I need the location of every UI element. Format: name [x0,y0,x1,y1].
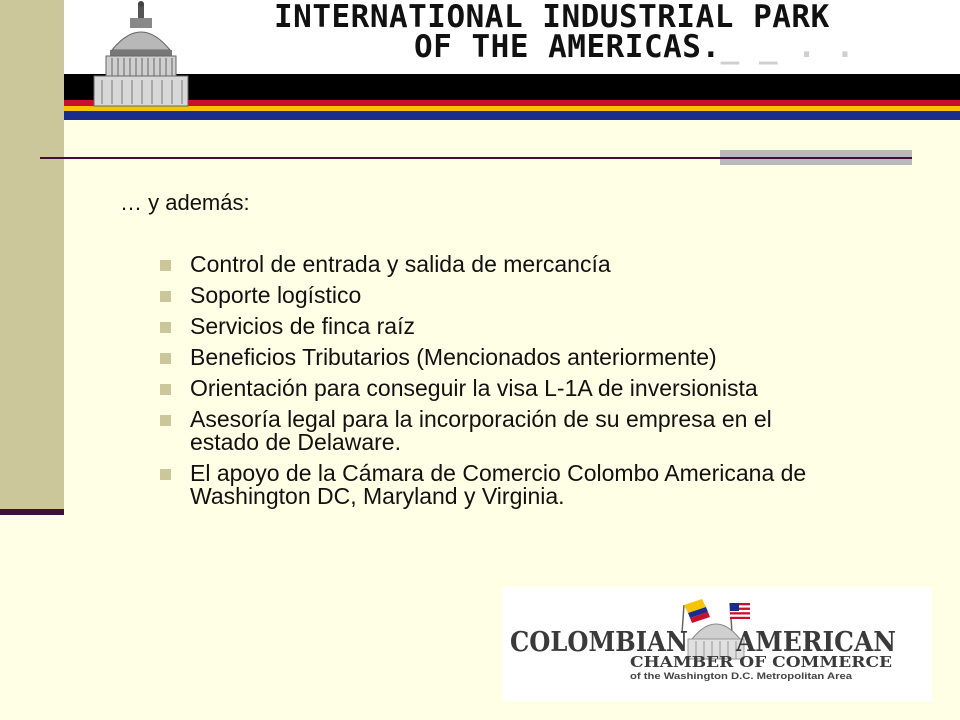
list-item-text: El apoyo de la Cámara de Comercio Colombo Americana de Washington DC, Maryland y Virginia. [190,460,807,509]
header-banner [64,0,960,120]
square-bullet-icon [160,415,171,426]
logo-word-right: AMERICAN [735,627,896,658]
banner-title [274,0,954,65]
list-item-text: Soporte logístico [190,282,362,308]
list-item-text: Beneficios Tributarios (Mencionados anteriormente) [190,344,717,370]
banner-title-line2: OF THE AMERICAS. [414,29,721,65]
square-bullet-icon [160,469,171,480]
banner-title-line2-wrap [274,29,954,65]
list-item-text: Servicios de finca raíz [190,313,415,339]
list-item [160,408,840,454]
square-bullet-icon [160,291,171,302]
left-sidebar [0,0,64,512]
logo-word-left: COLOMBIAN [510,627,688,658]
square-bullet-icon [160,322,171,333]
bullet-list [160,253,840,516]
capitol-dome-icon [80,0,214,120]
list-item-text: Control de entrada y salida de mercancía [190,251,611,277]
chamber-logo [502,587,932,701]
intro-text: … y además: [120,190,250,215]
banner-title-line1: INTERNATIONAL INDUSTRIAL PARK [274,0,830,35]
banner-title-trail: _ _ . . [720,29,855,65]
title-divider-line [40,157,720,159]
square-bullet-icon [160,260,171,271]
list-item [160,462,840,508]
square-bullet-icon [160,353,171,364]
list-item [160,346,840,369]
list-item [160,284,840,307]
title-divider-line-right [720,157,912,159]
logo-line3: of the Washington D.C. Metropolitan Area [630,671,854,681]
list-item-text: Asesoría legal para la incorporación de su empresa en el estado de Delaware. [190,406,772,455]
sidebar-accent-bar [0,509,64,515]
list-item-text: Orientación para conseguir la visa L-1A de inversionista [190,375,758,401]
list-item [160,377,840,400]
logo-line2: CHAMBER OF COMMERCE [630,653,892,671]
square-bullet-icon [160,384,171,395]
list-item [160,315,840,338]
list-item [160,253,840,276]
